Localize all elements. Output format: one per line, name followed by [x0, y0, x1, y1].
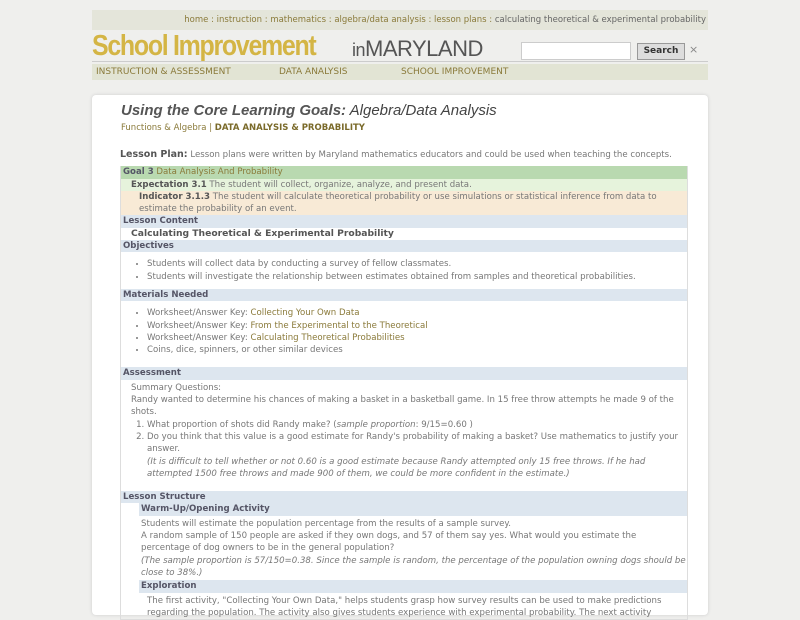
goal-row: Goal 3 Data Analysis And Probability — [121, 166, 687, 178]
materials-list — [121, 301, 687, 362]
exploration-heading: Exploration — [139, 580, 687, 592]
list-item: 1. What proportion of shots did Randy make? (sample proportion: 9/15=0.60 ) — [147, 419, 687, 431]
lesson-plan-intro: Lesson Plan: Lesson plans were written by Maryland mathematics educators and could be used when teaching the concepts. — [120, 149, 672, 160]
list-item: • Students will investigate the relationship between estimates obtained from samples and theoretical probabilities. — [147, 271, 687, 283]
list-item: • Worksheet/Answer Key: Collecting Your Own Data — [147, 307, 687, 319]
nav-school-improvement[interactable]: SCHOOL IMPROVEMENT — [401, 67, 509, 77]
nav-instruction[interactable]: INSTRUCTION & ASSESSMENT — [96, 67, 231, 77]
search-input[interactable] — [521, 42, 631, 60]
list-item: • Coins, dice, spinners, or other similar devices — [147, 344, 687, 356]
nav-data-analysis[interactable]: DATA ANALYSIS — [279, 67, 348, 77]
list-item: • Worksheet/Answer Key: From the Experimental to the Theoretical — [147, 320, 687, 332]
site-logo[interactable]: School Improvement inMARYLAND — [92, 30, 483, 62]
materials-heading: Materials Needed — [121, 289, 687, 301]
search-button[interactable]: Search — [637, 43, 685, 60]
lesson-content-heading: Lesson Content — [121, 215, 687, 227]
list-item: • Worksheet/Answer Key: Calculating Theoretical Probabilities — [147, 332, 687, 344]
crumb-lesson-plans[interactable]: lesson plans — [434, 15, 487, 25]
assessment-heading: Assessment — [121, 367, 687, 379]
breadcrumb: home : instruction : mathematics : algebra/data analysis : lesson plans : calculating theoretical & experimental probability — [92, 10, 708, 30]
link-collecting-data[interactable]: Collecting Your Own Data — [250, 308, 360, 319]
list-item: • Students will collect data by conducting a survey of fellow classmates. — [147, 258, 687, 270]
link-functions-algebra[interactable]: Functions & Algebra — [121, 123, 207, 133]
expectation-row: Expectation 3.1 The student will collect, organize, analyze, and present data. — [121, 179, 687, 191]
crumb-home[interactable]: home — [184, 15, 209, 25]
structure-heading: Lesson Structure — [121, 491, 687, 503]
crumb-instruction[interactable]: instruction — [216, 15, 263, 25]
objectives-heading: Objectives — [121, 240, 687, 252]
main-nav — [92, 64, 708, 80]
warmup-heading: Warm-Up/Opening Activity — [139, 503, 687, 515]
lesson-title: Calculating Theoretical & Experimental Probability — [131, 227, 394, 239]
indicator-row: Indicator 3.1.3 The student will calculate theoretical probability or use simulations or statistical inference from data to estimate the probability of an event. — [121, 191, 687, 216]
link-theoretical-probabilities[interactable]: Calculating Theoretical Probabilities — [250, 332, 405, 343]
divider — [92, 61, 708, 62]
objectives-list — [121, 252, 687, 289]
crumb-algebra[interactable]: algebra/data analysis — [334, 15, 426, 25]
list-item: 2. Do you think that this value is a good estimate for Randy's probability of making a basket? Use mathematics to justify your answer. (It is difficult to tell whether or not 0.60 is a good estimate because Randy attempted only 15 free throws. If he had attempted 1500 free throws and made 900 of them, we could be more confident in the estimate.) — [147, 431, 687, 480]
lesson-body: Lesson Plan: Lesson plans were written by Maryland mathematics educators and could be used when teaching the concepts. Goal 3 Data Analysis And Probability Expectation 3.1 The student will collect, organize, analyze, and present data. Indicator 3.1.3 The student will calculate theoretical probability or use simulations or statistical inference from data to estimate the probability of an event. Lesson Content Calculating Theoretical & Experimental Probability Objectives • Students will collect data by conducting a survey of fellow classmates. • Students will investigate the relationship between estimates obtained from samples and theoretical probabilities. Materials Needed • Worksheet/Answer Key: Collecting Your Own Data • Worksheet/Answer Key: From the Experimental to the Theoretical • Worksheet/Answer Key: Calculating Theoretical Probabilities • Coins, dice, spinners, or other similar devices Assessment Summary Questions: Randy wanted to determine his chances of making a basket in a basketball game. In 15 free throw attempts he made 9 of the shots. 1. What proportion of shots did Randy make? (sample proportion: 9/15=0.60 ) 2. Do you think that this value is a good estimate for Randy's probability of making a basket? Use mathematics to justify your answer. (It is difficult to tell whether or not 0.60 is a good estimate because Randy attempted only 15 free throws. If he had attempted 1500 free throws and made 900 of them, we could be more confident in the estimate.) Lesson Structure Warm-Up/Opening Activity Students will estimate the population percentage from the results of a sample survey. A random sample of 150 people are asked if they own dogs, and 57 of them say yes. What would you estimate the percentage of dog owners to be in the general population? (The sample proportion is 57/150=0.38. Since the sample is random, the percentage of the population owning dogs should be close to 38%.) Exploration The first activity, "Collecting Your Own Data," helps students grasp how survey results can be used to make predictions regarding the population. The activity also gives students experience with experimental probability. The next activity — [120, 149, 684, 620]
assessment-questions — [121, 419, 687, 480]
crumb-mathematics[interactable]: mathematics — [270, 15, 327, 25]
page-title: Using the Core Learning Goals: Algebra/Data Analysis — [121, 102, 497, 119]
sub-breadcrumb: Functions & Algebra | DATA ANALYSIS & PROBABILITY — [121, 123, 365, 133]
link-experimental-theoretical[interactable]: From the Experimental to the Theoretical — [250, 320, 428, 331]
crumb-current: calculating theoretical & experimental probability — [494, 15, 706, 25]
close-icon[interactable]: × — [689, 43, 699, 56]
